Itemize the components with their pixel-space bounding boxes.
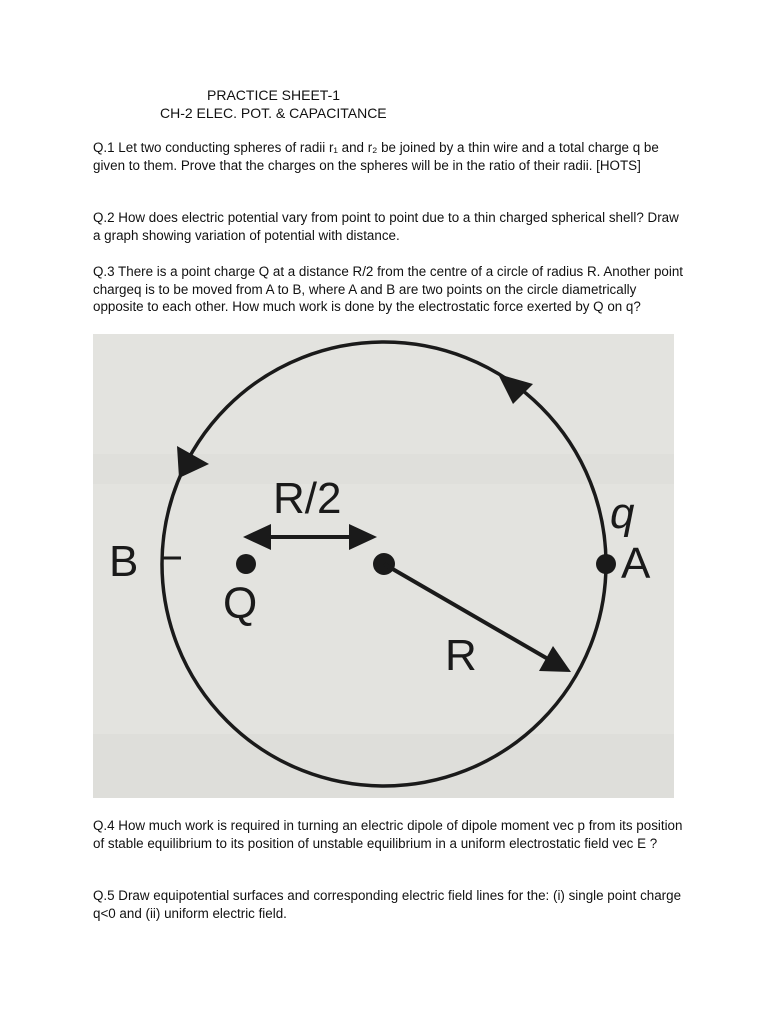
figure-drawing (93, 334, 674, 798)
paper-shade-bottom (93, 734, 674, 798)
label-charge-q-big: Q (223, 579, 258, 628)
label-charge-q-small: q (610, 489, 635, 538)
point-a-dot (596, 554, 616, 574)
charge-q-dot (236, 554, 256, 574)
label-radius: R (445, 631, 477, 680)
label-r-half: R/2 (273, 474, 342, 523)
question-1: Q.1 Let two conducting spheres of radii r₁ and r₂ be joined by a thin wire and a total charge q be given to them. Prove that the charges on the spheres will be in the ratio of their radii. [HOTS] (93, 140, 659, 173)
label-point-b: B (109, 537, 139, 586)
question-3: Q.3 There is a point charge Q at a distance R/2 from the centre of a circle of radius R. Another point chargeq is to be moved from A to B, where A and B are two points on the circle diametrically opposite to each other. How much work is done by the electrostatic force exerted by Q on q? (93, 264, 683, 315)
question-4: Q.4 How much work is required in turning an electric dipole of dipole moment vec p from its position of stable equilibrium to its position of unstable equilibrium in a uniform electrostatic field vec E ? (93, 818, 683, 851)
question-2: Q.2 How does electric potential vary from point to point due to a thin charged spherical shell? Draw a graph showing variation of potential with distance. (93, 210, 679, 243)
label-point-a: A (621, 539, 651, 588)
page-title: PRACTICE SHEET-1 (207, 87, 341, 103)
question-5: Q.5 Draw equipotential surfaces and corresponding electric field lines for the: (i) single point charge q<0 and (ii) uniform electric field. (93, 888, 682, 921)
chapter-subtitle: CH-2 ELEC. POT. & CAPACITANCE (160, 105, 387, 121)
circle-charge-figure (93, 334, 674, 798)
